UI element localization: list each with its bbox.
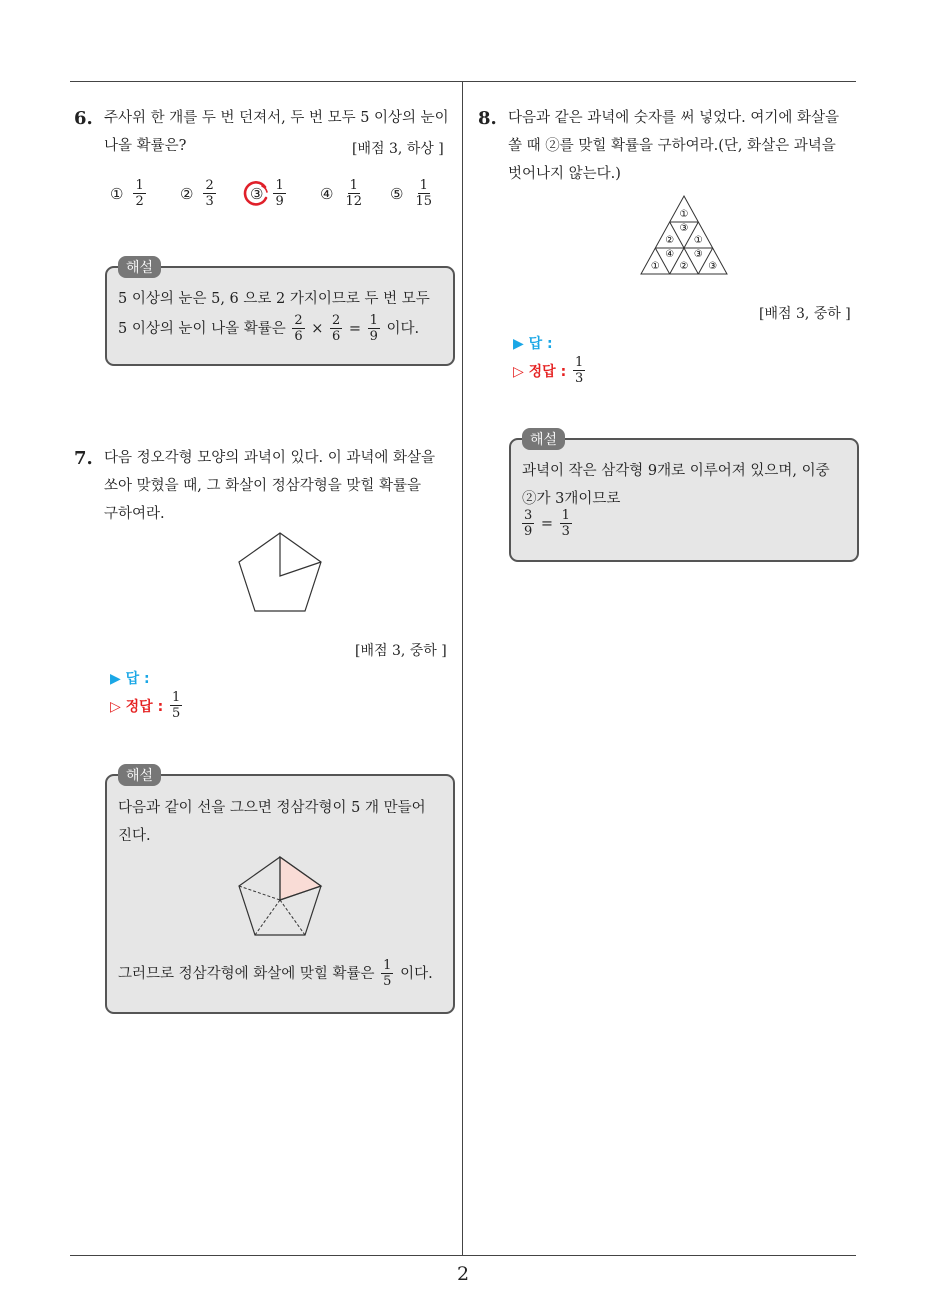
target-label: ①	[650, 261, 660, 272]
q7-score: [배점 3, 중하 ]	[355, 643, 447, 659]
q8-explanation-text	[522, 457, 830, 513]
q8-number: 8.	[478, 108, 497, 129]
q7-line3: 구하여라.	[104, 506, 165, 522]
q7-explanation-tag: 해설	[118, 764, 161, 786]
target-label: ④	[665, 249, 675, 260]
q8-explanation-tag: 해설	[522, 428, 565, 450]
q6-option-2[interactable]	[180, 178, 218, 209]
option-mark: ④	[320, 184, 334, 203]
option-fraction: $\frac{1}{15}$	[415, 178, 432, 209]
fraction: $\frac{1}{5}$	[172, 690, 181, 721]
q6-option-1[interactable]	[110, 178, 148, 209]
q6-option-4[interactable]	[320, 178, 366, 209]
fraction: $\frac{1}{3}$	[561, 508, 570, 539]
q6-line1: 주사위 한 개를 두 번 던져서, 두 번 모두 5 이상의 눈이	[104, 110, 449, 126]
q7-exp-line1: 다음과 같이 선을 그으면 정삼각형이 5 개 만들어	[118, 800, 426, 816]
q7-exp-line2: 진다.	[118, 828, 151, 844]
fraction: $\frac{1}{9}$	[369, 313, 378, 344]
q8-line3: 벗어나지 않는다.)	[508, 166, 621, 182]
top-rule	[70, 81, 856, 82]
q7-pentagon-divided	[232, 852, 328, 942]
option-fraction: $\frac{2}{3}$	[205, 178, 214, 209]
q8-answer-label: ▶ 답 :	[513, 336, 553, 352]
q8-line1: 다음과 같은 과녁에 숫자를 써 넣었다. 여기에 화살을	[508, 110, 840, 126]
q7-correct-answer: ▷ 정답 : $\frac{1}{5}$	[110, 690, 181, 721]
option-mark: ①	[110, 184, 124, 203]
target-label: ①	[693, 235, 703, 246]
fraction: $\frac{1}{5}$	[383, 958, 392, 989]
target-label: ③	[708, 261, 718, 272]
q7-line2: 쏘아 맞혔을 때, 그 화살이 정삼각형을 맞힐 확률을	[104, 478, 422, 494]
q6-option-5[interactable]	[390, 178, 436, 209]
fraction: $\frac{3}{9}$	[524, 508, 533, 539]
option-fraction: $\frac{1}{9}$	[275, 178, 284, 209]
target-label: ①	[679, 209, 689, 220]
option-mark: ③	[250, 185, 263, 203]
q6-line2: 나올 확률은?	[104, 138, 187, 154]
q6-score: [배점 3, 하상 ]	[352, 141, 444, 157]
q8-correct-answer: ▷ 정답 : $\frac{1}{3}$	[513, 355, 584, 386]
q7-answer-label: ▶ 답 :	[110, 671, 150, 687]
target-label: ②	[665, 235, 675, 246]
q8-exp-line1: 과녁이 작은 삼각형 9개로 이루어져 있으며, 이중	[522, 463, 830, 479]
selected-circle-icon	[242, 178, 272, 208]
target-label: ③	[679, 223, 689, 234]
option-fraction: $\frac{1}{2}$	[135, 178, 144, 209]
q6-explanation-text	[118, 285, 430, 344]
q8-triangle-target	[636, 193, 732, 277]
target-label: ②	[679, 261, 689, 272]
q6-exp-line1: 5 이상의 눈은 5, 6 으로 2 가지이므로 두 번 모두	[118, 291, 430, 307]
q8-exp-equation: $\frac{3}{9}$ = $\frac{1}{3}$	[524, 508, 570, 539]
q8-text	[508, 104, 858, 188]
bottom-rule	[70, 1255, 856, 1256]
q7-explanation-text	[118, 794, 426, 850]
q8-score: [배점 3, 중하 ]	[759, 306, 851, 322]
q6-exp-line2: 5 이상의 눈이 나올 확률은 $\frac{2}{6}$ × $\frac{2}{6}$ = $\frac{1}{9}$ 이다.	[118, 313, 420, 344]
q8-exp-line2: ②가 3개이므로	[522, 491, 621, 507]
column-divider	[462, 82, 463, 1256]
q6-number: 6.	[74, 108, 93, 129]
q7-text	[104, 444, 454, 528]
fraction: $\frac{1}{3}$	[575, 355, 584, 386]
q7-pentagon-target	[232, 528, 328, 618]
q7-exp-line3: 그러므로 정삼각형에 화살에 맞힐 확률은 $\frac{1}{5}$ 이다.	[118, 958, 433, 989]
page-number: 2	[456, 1263, 470, 1285]
target-label: ③	[693, 249, 703, 260]
q7-line1: 다음 정오각형 모양의 과녁이 있다. 이 과녁에 화살을	[104, 450, 436, 466]
q7-number: 7.	[74, 448, 93, 469]
option-fraction: $\frac{1}{12}$	[345, 178, 362, 209]
fraction: $\frac{2}{6}$	[332, 313, 341, 344]
option-mark: ②	[180, 184, 194, 203]
option-mark: ⑤	[390, 184, 404, 203]
q8-line2: 쏠 때 ②를 맞힐 확률을 구하여라.(단, 화살은 과녁을	[508, 138, 836, 154]
q6-option-3[interactable]	[250, 178, 288, 209]
fraction: $\frac{2}{6}$	[294, 313, 303, 344]
q6-explanation-tag: 해설	[118, 256, 161, 278]
